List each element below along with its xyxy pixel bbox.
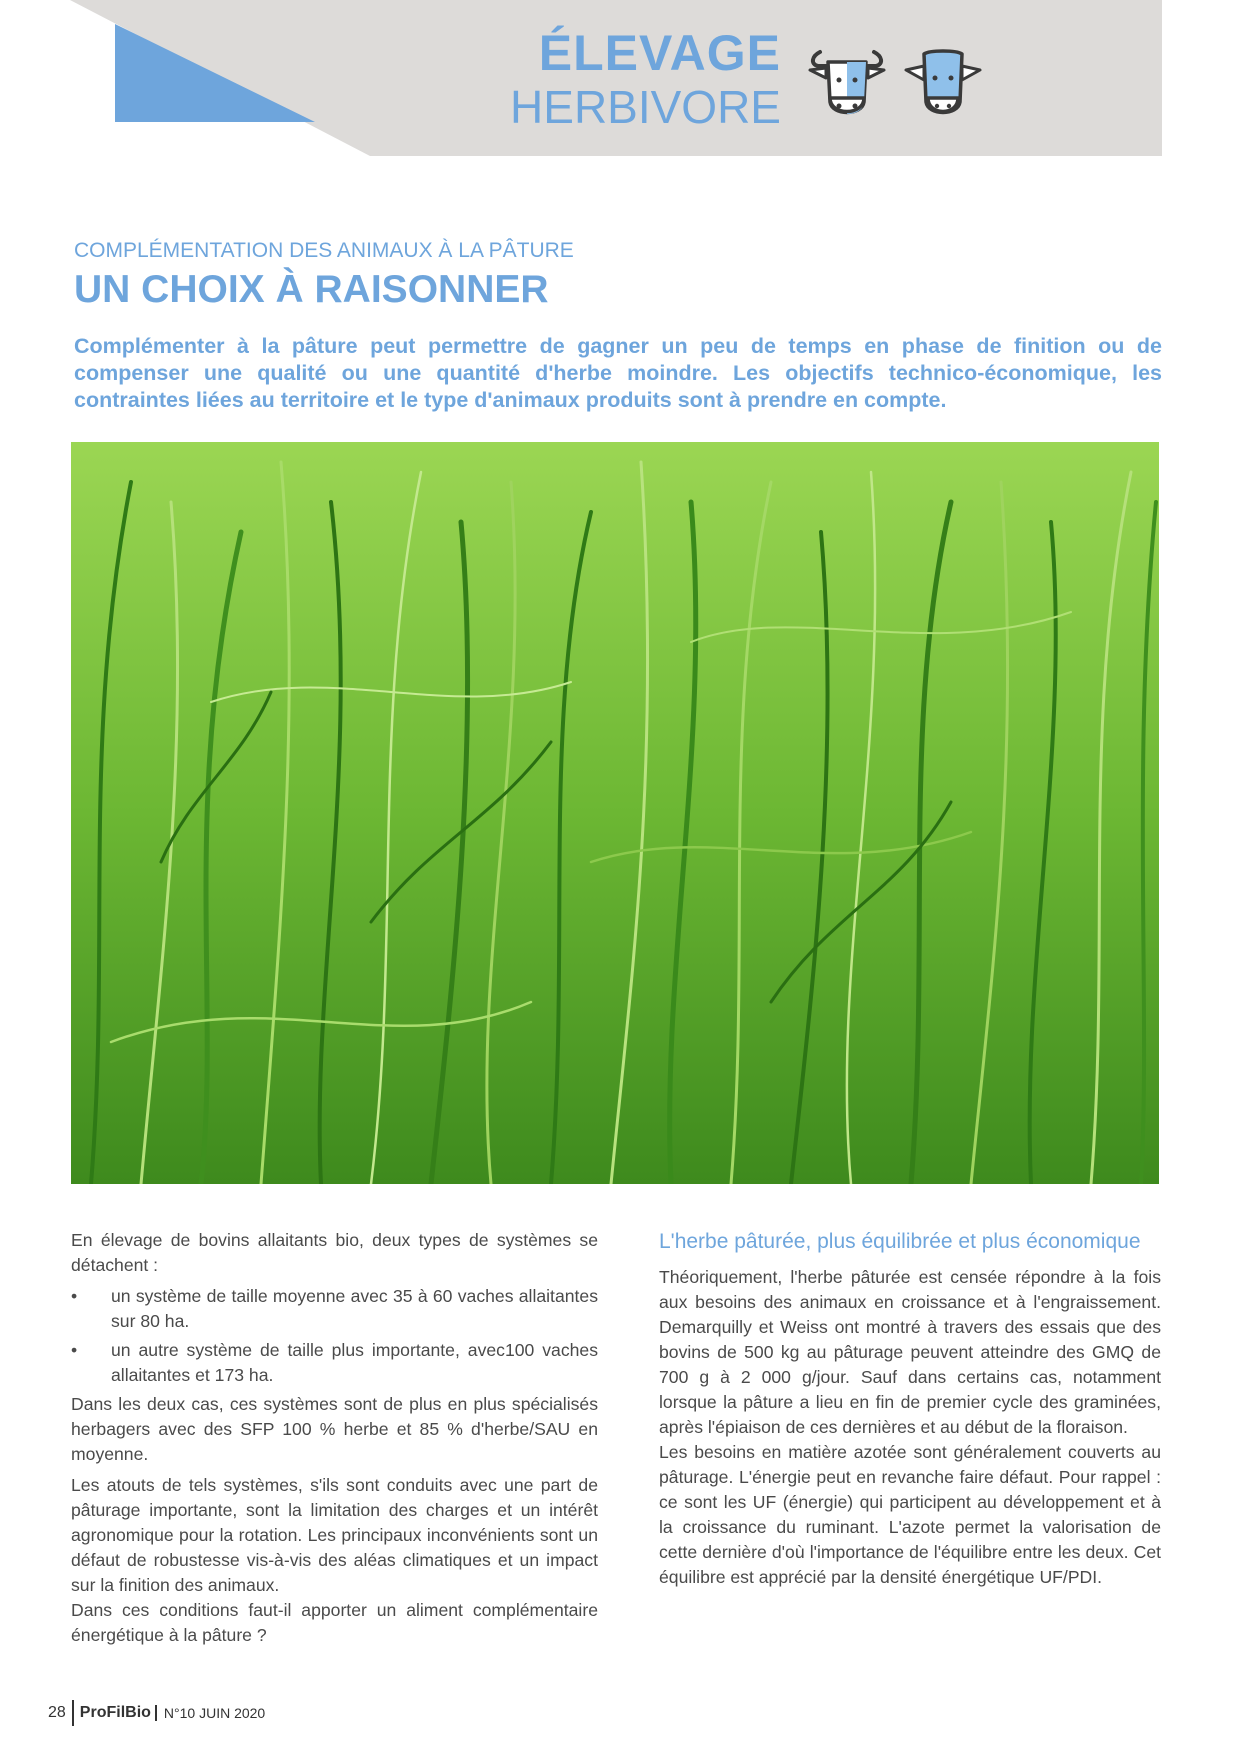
right-paragraph-2: Les besoins en matière azotée sont généralement couverts au pâturage. L'énergie peut en revanche faire défaut. Pour rappel : ce sont les UF (énergie) qui participent au développement et à la croissance du ruminant. L'azote permet la valorisation de cette dernière d'où l'importance de l'équilibre entre les deux. Cet équilibre est apprécié par la densité énergétique UF/PDI. <box>659 1442 1161 1587</box>
systems-list <box>71 1284 598 1388</box>
section-title-line1: ÉLEVAGE <box>538 25 781 81</box>
magazine-brand: ProFilBio <box>79 1704 151 1721</box>
left-paragraph-2: Les atouts de tels systèmes, s'ils sont conduits avec une part de pâturage importante, sont la limitation des charges et un intérêt agronomique pour la rotation. Les principaux inconvénients sont un défaut de robustesse vis-à-vis des aléas climatiques et un impact sur la finition des animaux. <box>71 1475 598 1595</box>
article-headline: UN CHOIX À RAISONNER <box>74 268 549 311</box>
left-paragraph-1: Dans les deux cas, ces systèmes sont de plus en plus spécialisés herbagers avec des SFP 100 % herbe et 85 % d'herbe/SAU en moyenne. <box>71 1394 598 1464</box>
left-intro: En élevage de bovins allaitants bio, deux types de systèmes se détachent : <box>71 1230 598 1275</box>
sheep-icon <box>904 48 982 122</box>
right-subheading: L'herbe pâturée, plus équilibrée et plus économique <box>659 1230 1141 1253</box>
right-column <box>659 1228 1161 1590</box>
grass-photo-image <box>71 442 1159 1184</box>
issue-label: N°10 JUIN 2020 <box>163 1705 266 1721</box>
article-lead: Complémenter à la pâture peut permettre de gagner un peu de temps en phase de finition ou de compenser une qualité ou une quantité d'herbe moindre. Les objectifs technico-économique, les contraintes liées au territoire et le type d'animaux produits sont à prendre en compte. <box>74 334 1162 412</box>
page-footer <box>48 1700 265 1726</box>
right-paragraph-1: Théoriquement, l'herbe pâturée est censée répondre à la fois aux besoins des animaux en croissance et à l'engraissement. Demarquilly et Weiss ont montré à travers des essais que des bovins de 500 kg au pâturage peuvent atteindre des GMQ de 700 g à 2 000 g/jour. Sauf dans certains cas, notamment lorsque la pâture a lieu en fin de premier cycle des graminées, après l'épiaison de ces dernières et au début de la floraison. <box>659 1267 1161 1437</box>
footer-divider <box>155 1705 157 1721</box>
list-item: • un autre système de taille plus importante, avec100 vaches allaitantes et 173 ha. <box>71 1338 598 1388</box>
page-number: 28 <box>48 1704 66 1721</box>
section-title <box>510 25 781 133</box>
left-paragraph-3: Dans ces conditions faut-il apporter un aliment complémentaire énergétique à la pâture ? <box>71 1600 598 1645</box>
list-item: • un système de taille moyenne avec 35 à 60 vaches allaitantes sur 80 ha. <box>71 1284 598 1334</box>
section-title-line2: HERBIVORE <box>510 81 781 133</box>
grass-photo <box>71 442 1159 1184</box>
cow-icon <box>806 42 888 122</box>
footer-divider <box>72 1700 74 1726</box>
left-column <box>71 1228 598 1654</box>
article-kicker: COMPLÉMENTATION DES ANIMAUX À LA PÂTURE <box>74 239 574 262</box>
